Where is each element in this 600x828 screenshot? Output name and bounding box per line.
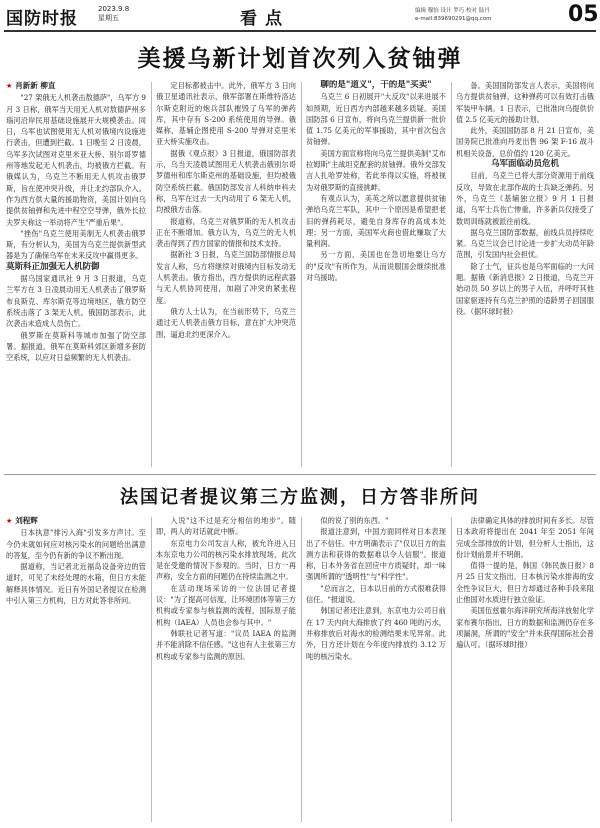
column-divider bbox=[151, 82, 152, 467]
article2-column-1 bbox=[6, 515, 146, 825]
article1-headline: 美援乌新计划首次列入贫铀弹 bbox=[137, 46, 463, 72]
article2-headline: 法国记者提议第三方监测，日方答非所问 bbox=[120, 487, 480, 508]
article2-paragraph: 据道称，当记者北近福岛设备旁边的管道时，可见了未经处理的水箱，但日方未能解释具体情况。近日有外国记者提议在检测中引入第三方机构，日方对此答非所问。 bbox=[6, 562, 146, 606]
article1-byline: ★ 肖新新 柳直 bbox=[6, 81, 56, 90]
article1-paragraph: "挫伤"乌克兰使用美制无人机袭击俄罗斯，有分析认为，美国为乌克兰提供新型武器是为了确保乌军在未来反攻中赢得更多。 bbox=[6, 228, 146, 261]
article1-paragraph: 报道称，乌克兰对俄罗斯的无人机攻击正在不断增加。俄方认为，乌克兰的无人机袭击得到了西方国家的情报和技术支持。 bbox=[156, 216, 296, 249]
editors-line: 编辑 穆怡 设计 罗巧 校对 陆丹 bbox=[415, 8, 490, 14]
article1-paragraph: 俄罗斯在莫斯科等城市加强了防空部署。据报道，俄军在莫斯科郊区新增多套防空系统，以应对日益频繁的无人机袭击。 bbox=[6, 330, 146, 363]
article1-paragraph: 除了士气，征兵也是乌军面临的一大问题。据俄《新消息报》2 日报道，乌克兰开始动员 50 岁以上的男子入伍，并呼吁其他国家驱逐持有乌克兰护照的适龄男子回国服役。（据环球时报） bbox=[456, 261, 594, 316]
article1-paragraph: 备。美国国防部发言人表示，美国将向乌方提供贫铀弹，这种弹药可以有效打击俄军装甲车辆。1 日表示，已批准向乌提供价值 2.5 亿美元的援助计划。 bbox=[456, 81, 594, 124]
article1-paragraph: 有观点认为，美英之所以愿意提供贫铀弹给乌克兰军队，其中一个原因是希望把老旧的弹药耗尽，避免自身库存的高成本处理；另一方面，美国军火商也借此赚取了大量利润。 bbox=[306, 193, 446, 249]
newspaper-logo: 国防时报 bbox=[6, 9, 78, 29]
article2-paragraph: 东京电力公司发言人称，被允许进入日本东京电力公司的核污染水排放现场，此次是在受邀的情况下参观的。当时，日方一再声称，安全方面的问题仍在持续监测之中。 bbox=[156, 538, 296, 582]
article1-paragraph: 据乌克兰国防部数据，前线兵员持续吃紧。乌克兰议会已讨论进一步扩大动员年龄范围，引发国内社会担忧。 bbox=[456, 227, 594, 260]
column-divider bbox=[301, 82, 302, 467]
article2-paragraph: 在活动现场采访的一位法国记者提议："为了提高可信度，让环境团体等第三方机构或专家参与核监测的流程，国际原子能机构（IAEA）人员也会参与其中。" bbox=[156, 583, 296, 627]
article2-paragraph: 法律确定具体的排放时间有多长。尽管日本政府将提出在 2041 年至 2051 年间完成全部排放的计划，但分析人士指出，这份计划前景并不明朗。 bbox=[456, 516, 594, 559]
article1-column-1 bbox=[6, 80, 146, 470]
column-divider bbox=[151, 517, 152, 822]
article2-paragraph: 韩联社记者写道："议员 IAEA 的监测并不能消除不信任感。"这也有人主张第三方机构或专家参与监测的原因。 bbox=[156, 628, 296, 661]
editor-email: e-mail:839690291@qq.com bbox=[415, 16, 492, 22]
star-icon: ★ bbox=[6, 82, 13, 90]
article2-paragraph: "总而言之，日本以日前的方式很难获得信任。"报道说。 bbox=[306, 583, 446, 605]
article1-paragraph: 美国方面宣称将向乌克兰提供美制"艾布拉姆斯"主战坦克配套的贫铀弹。俄外交部发言人扎哈罗娃称，若此举得以实施，将被视为对俄罗斯的直接挑衅。 bbox=[306, 148, 446, 192]
star-icon: ★ bbox=[6, 517, 13, 525]
issue-date: 2023.9.8 bbox=[98, 5, 130, 13]
article2-paragraph: 似的说了别的东西。" bbox=[320, 516, 389, 525]
page-number: 05 bbox=[568, 2, 599, 27]
issue-weekday: 星期五 bbox=[98, 14, 119, 22]
article2-paragraph: 美国伍兹霍尔海洋研究所海洋放射化学家布赛尔指出，日方的数据和监测仍存在多项漏洞，所谓的"安全"并未获得国际社会普遍认可。（据环球时报） bbox=[456, 606, 594, 650]
article1-paragraph: 据新社 3 日报，乌克兰国防部情报总局发言人称，乌方将继续对俄境内目标发动无人机袭击。俄方指出，西方提供的远程武器与无人机协同使用，加剧了冲突的紧张程度。 bbox=[156, 250, 296, 305]
masthead-rule bbox=[4, 30, 596, 32]
masthead bbox=[0, 0, 600, 34]
article1-subhead-3: 乌军面临动员危机 bbox=[490, 159, 559, 170]
article2-column-2 bbox=[156, 515, 296, 825]
article2-paragraph: 值得一提的是，韩国《韩民族日报》8 月 25 日发文指出，日本核污染水排海的安全性争议巨大，但日方却通过各种手段来阻止他国对水质进行独立验证。 bbox=[456, 561, 594, 605]
article1-subhead-1: 莫斯科正加强无人机防御 bbox=[6, 261, 100, 272]
article2-byline: ★ 刘程辉 bbox=[6, 516, 38, 525]
issue-date-block bbox=[98, 5, 129, 23]
article1-paragraph: "27 架俄无人机袭击敖德萨"，乌军方 9 月 3 日称，俄军当天用无人机对敖德萨州多瑙河沿岸民用基础设施展开大规模袭击。同日，乌军也试图使用无人机对俄境内设施进行袭击，但遭到拦截。1 日晚至 2 日凌晨，乌军多次试图对克里米亚大桥、别尔哥罗德州等地发起无人机袭击，均被俄方拦截。有俄媒认为，乌克兰不断用无人机攻击俄罗斯，旨在使冲突升级，并让北约部队介入。作为西方供大量的援助物资，美国计划向乌提供贫铀弹和先进中程空空导弹，俄外长拉夫罗夫称这一举动将产生"严重后果"。 bbox=[6, 93, 146, 227]
article1-paragraph: 据俄《观点报》3 日报道，俄国防部表示，乌当天凌晨试图用无人机袭击俄别尔哥罗德州和库尔斯克州的基础设施，但均被俄防空系统拦截。俄国防部发言人科纳申科夫称，乌军在过去一天内动用了 6 架无人机，均被俄方击落。 bbox=[156, 148, 296, 215]
article1-paragraph: 据乌国家通讯社 9 月 3 日报道，乌克兰军方在 3 日凌晨动用无人机袭击了俄罗斯布良斯克、库尔斯克等边境地区，俄方防空系统击落了 3 架无人机。俄国防部表示，此次袭击未造成人员伤亡。 bbox=[6, 274, 146, 329]
article1-paragraph: 乌克兰 6 日初展开"大反攻"以来进展不如预期，近日西方内部越来越多质疑。美国国防部 6 日宣布，将向乌克兰提供新一批价值 1.75 亿美元的军事援助，其中首次包含贫铀弹。 bbox=[306, 92, 446, 147]
article2-column-3 bbox=[306, 515, 446, 825]
article1-paragraph: 另一方面，美国也在急切地要让乌方的"反攻"有所作为，从而说服国会继续批准对乌援助。 bbox=[306, 250, 446, 283]
editors-block bbox=[415, 7, 565, 23]
article2-paragraph: 韩国记者还注意到，东京电力公司日前在 17 天内向大海排放了约 460 吨的污水，并称排放后对海水的检测结果未见异常。此外，日方还计划在今年度内排放约 3.12 万吨的核污染水。 bbox=[306, 606, 446, 661]
article1-column-2 bbox=[156, 80, 296, 470]
article2-paragraph: 报道注意到，中国方面同样对日本表现出了不信任。中方明确表示了"仅以日方的监测方法和获得的数据难以令人信服"。报道称，日本外务省在回应中方质疑时，却一味强调所谓的"透明性"与"科学性"。 bbox=[306, 527, 446, 582]
column-divider bbox=[451, 517, 452, 822]
article2-paragraph: 入说"这不过是充分相信的地步"。随即，两人的对话就此中断。 bbox=[156, 516, 296, 537]
article1-paragraph: 俄方人士认为，在当前形势下，乌克兰通过无人机袭击俄方目标，意在扩大冲突范围，逼迫北约更深介入。 bbox=[156, 306, 296, 339]
section-title: 看点 bbox=[240, 9, 290, 29]
article1-column-3 bbox=[306, 80, 446, 470]
article2-paragraph: 日本执意"排污入海"引发多方声讨。至今仍未就如何应对核污染水的问题给出满意的答复，至今仍有新的争议不断出现。 bbox=[6, 528, 146, 560]
column-divider bbox=[451, 82, 452, 467]
article1-paragraph: 此外，美国国防部 8 月 21 日宣布，美国务院已批准向丹麦出售 96 架 F-16 战斗机相关设备，总价值约 120 亿美元。 bbox=[456, 126, 594, 158]
article1-subhead-2: 聊的是"道义"，干的是"买卖" bbox=[320, 80, 432, 90]
article2-column-4 bbox=[456, 515, 594, 825]
article1-paragraph: 定目标都被击中。此外，俄军方 3 日向俄卫星通讯社表示，俄军部署在斯维特洛达尔斯克附近的炮兵部队摧毁了乌军的弹药库，其中存有 S-200 系统使用的导弹。俄媒称，基辅企图使用 S-200 导弹对克里米亚大桥实施攻击。 bbox=[156, 81, 296, 147]
article1-paragraph: 目前，乌克兰已将大部分资源用于前线反攻，导致在北部作战的士兵缺乏弹药。另外，乌克兰《基辅独立报》9 月 1 日报道，乌军士兵伤亡惨重，许多新兵仅接受了数周训练就被派往前线。 bbox=[456, 171, 594, 226]
article-separator bbox=[4, 474, 596, 475]
column-divider bbox=[301, 517, 302, 822]
article1-column-4 bbox=[456, 80, 594, 470]
